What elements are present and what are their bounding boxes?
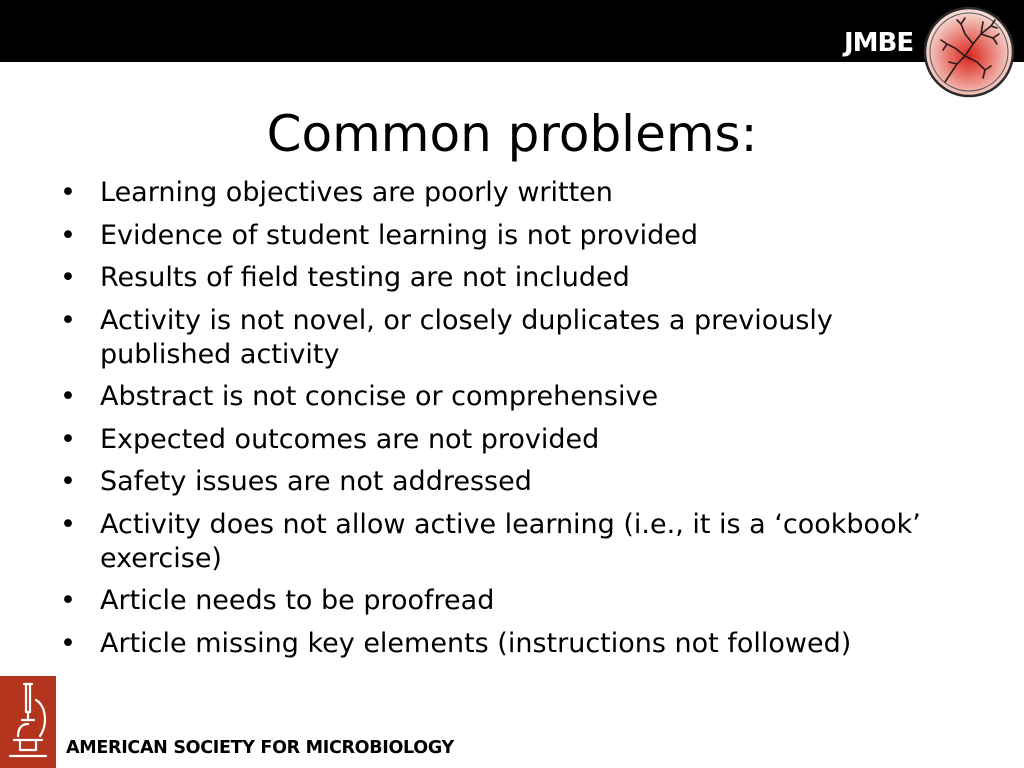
bullet-icon: • [60, 262, 76, 293]
list-item [58, 508, 958, 576]
list-item [58, 219, 958, 253]
bullet-icon: • [60, 585, 76, 616]
list-item-text: Results of field testing are not included [100, 262, 630, 293]
list-item-text: Activity is not novel, or closely duplicates a previously published activity [100, 304, 833, 370]
bullet-icon: • [60, 219, 76, 251]
bullet-icon: • [60, 508, 76, 540]
bullet-list [58, 176, 958, 669]
bullet-icon: • [60, 466, 76, 497]
list-item-text: Learning objectives are poorly written [100, 177, 613, 208]
list-item [58, 465, 958, 499]
journal-label: JMBE [844, 28, 914, 58]
list-item [58, 304, 958, 372]
society-logo [0, 676, 56, 768]
bullet-icon: • [60, 381, 76, 412]
list-item-text: Safety issues are not addressed [100, 466, 532, 497]
list-item [58, 176, 958, 210]
bullet-icon: • [60, 304, 76, 336]
list-item-text: Expected outcomes are not provided [100, 423, 600, 455]
list-item-text: Activity does not allow active learning (i.e., it is a ‘cookbook’ exercise) [100, 508, 921, 574]
bullet-icon: • [60, 627, 76, 659]
list-item [58, 423, 958, 457]
list-item-text: Article missing key elements (instructions not followed) [100, 627, 852, 659]
list-item-text: Article needs to be proofread [100, 585, 495, 616]
petri-dish-icon [921, 4, 1017, 100]
slide-title: Common problems: [266, 105, 758, 163]
list-item-text: Evidence of student learning is not provided [100, 219, 699, 251]
bullet-icon: • [60, 177, 76, 208]
bullet-icon: • [60, 423, 76, 455]
list-item [58, 584, 958, 618]
list-item-text: Abstract is not concise or comprehensive [100, 381, 659, 412]
microscope-icon [0, 676, 56, 768]
list-item [58, 380, 958, 414]
society-name: AMERICAN SOCIETY FOR MICROBIOLOGY [66, 738, 454, 758]
list-item [58, 627, 958, 661]
list-item [58, 261, 958, 295]
